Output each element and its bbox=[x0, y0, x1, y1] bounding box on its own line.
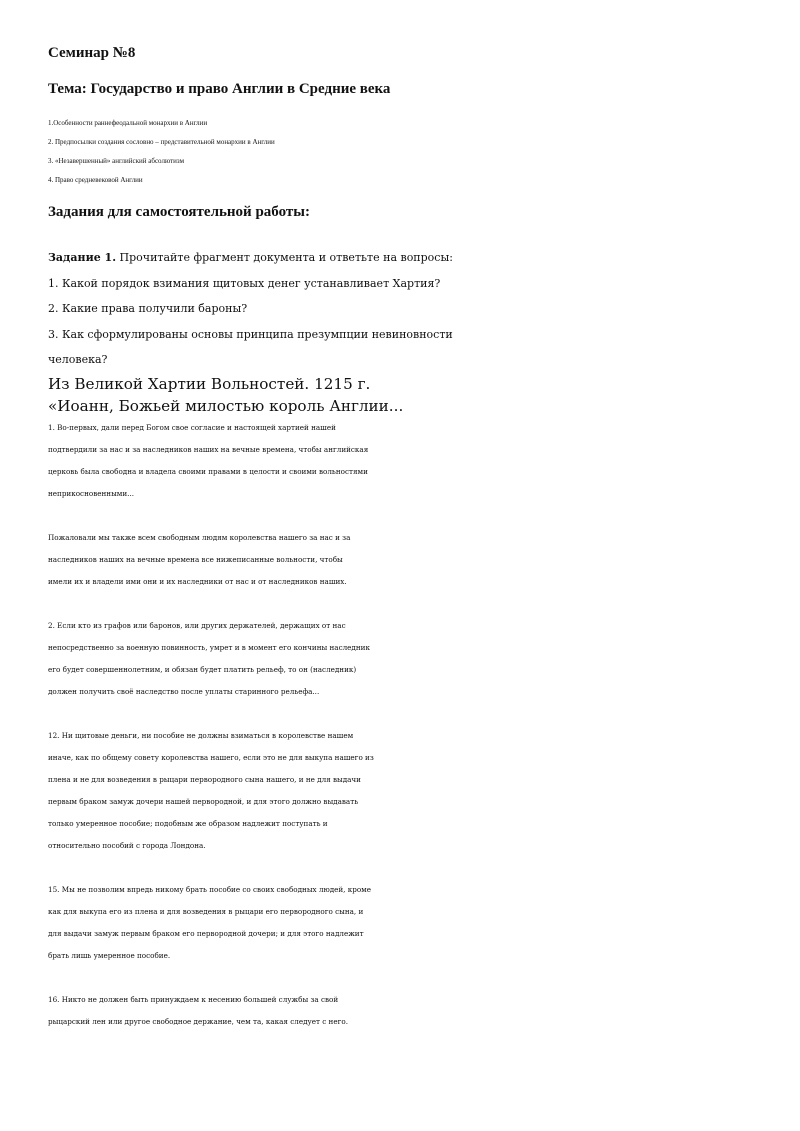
document-opening: «Иоанн, Божьей милостью король Англии... bbox=[48, 396, 404, 415]
charter-paragraph bbox=[48, 417, 768, 505]
topic-item: 1.Особенности раннефеодальной монархии в Англии bbox=[48, 119, 208, 127]
topic-item: 2. Предпосылки создания сословно – представительной монархии в Англии bbox=[48, 138, 275, 146]
paragraph-line: церковь была свободна и владела своими правами в целости и своими вольностями bbox=[48, 466, 368, 476]
task-question: 1. Какой порядок взимания щитовых денег устанавливает Хартия? bbox=[48, 276, 441, 290]
task-1-label: Задание 1. bbox=[48, 251, 117, 264]
paragraph-line: как для выкупа его из плена и для возведения в рыцари его первородного сына, и bbox=[48, 906, 364, 916]
task-question: 3. Как сформулированы основы принципа презумпции невиновности bbox=[48, 327, 453, 341]
paragraph-line: имели их и владели ими они и их наследники от нас и от наследников наших. bbox=[48, 576, 347, 586]
charter-paragraph bbox=[48, 615, 768, 703]
paragraph-line: относительно пособий с города Лондона. bbox=[48, 840, 206, 850]
seminar-title: Семинар №8 bbox=[48, 45, 136, 61]
tasks-heading: Задания для самостоятельной работы: bbox=[48, 204, 310, 220]
task-1 bbox=[48, 245, 768, 373]
task-1-intro-line bbox=[48, 245, 768, 271]
charter-excerpt bbox=[48, 373, 768, 1033]
charter-paragraph bbox=[48, 725, 768, 857]
topic-item: 3. «Незавершенный» английский абсолютизм bbox=[48, 157, 184, 165]
topic-item: 4. Право средневековой Англии bbox=[48, 176, 143, 184]
paragraph-line: 15. Мы не позволим впредь никому брать пособие со своих свободных людей, кроме bbox=[48, 884, 372, 894]
paragraph-line: Пожаловали мы также всем свободным людям королевства нашего за нас и за bbox=[48, 532, 351, 542]
paragraph-line: его будет совершеннолетним, и обязан будет платить рельеф, то он (наследник) bbox=[48, 664, 357, 674]
charter-paragraph bbox=[48, 879, 768, 967]
task-1-intro: Прочитайте фрагмент документа и ответьте на вопросы: bbox=[116, 251, 453, 264]
paragraph-line: иначе, как по общему совету королевства нашего, если это не для выкупа нашего из bbox=[48, 752, 374, 762]
paragraph-line: брать лишь умеренное пособие. bbox=[48, 950, 171, 960]
paragraph-line: для выдачи замуж первым браком его первородной дочери; и для этого надлежит bbox=[48, 928, 364, 938]
paragraph-line: наследников наших на вечные времена все нижеписанные вольности, чтобы bbox=[48, 554, 343, 564]
paragraph-line: 2. Если кто из графов или баронов, или других держателей, держащих от нас bbox=[48, 620, 346, 630]
paragraph-line: плена и не для возведения в рыцари первородного сына нашего, и не для выдачи bbox=[48, 774, 361, 784]
task-question: человека? bbox=[48, 353, 108, 366]
seminar-topic: Тема: Государство и право Англии в Средние века bbox=[48, 81, 391, 97]
paragraph-line: только умеренное пособие; подобным же образом надлежит поступать и bbox=[48, 818, 328, 828]
paragraph-line: рыцарский лен или другое свободное держание, чем та, какая следует с него. bbox=[48, 1016, 348, 1026]
paragraph-line: 12. Ни щитовые деньги, ни пособие не должны взиматься в королевстве нашем bbox=[48, 730, 354, 740]
charter-paragraph bbox=[48, 527, 768, 593]
topic-list bbox=[48, 114, 768, 190]
paragraph-line: 1. Во-первых, дали перед Богом свое согласие и настоящей хартией нашей bbox=[48, 422, 336, 432]
document-source: Из Великой Хартии Вольностей. 1215 г. bbox=[48, 374, 371, 393]
paragraph-line: непосредственно за военную повинность, умрет и в момент его кончины наследник bbox=[48, 642, 370, 652]
paragraph-line: первым браком замуж дочери нашей первородной, и для этого должно выдавать bbox=[48, 796, 359, 806]
charter-paragraph bbox=[48, 989, 768, 1033]
paragraph-line: 16. Никто не должен быть принуждаем к несению большей службы за свой bbox=[48, 994, 339, 1004]
paragraph-line: должен получить своё наследство после уплаты старинного рельефа... bbox=[48, 686, 320, 696]
document-page bbox=[48, 44, 768, 1033]
paragraph-line: подтвердили за нас и за наследников наших на вечные времена, чтобы английская bbox=[48, 444, 369, 454]
paragraph-line: неприкосновенными... bbox=[48, 488, 135, 498]
task-question: 2. Какие права получили бароны? bbox=[48, 302, 248, 315]
